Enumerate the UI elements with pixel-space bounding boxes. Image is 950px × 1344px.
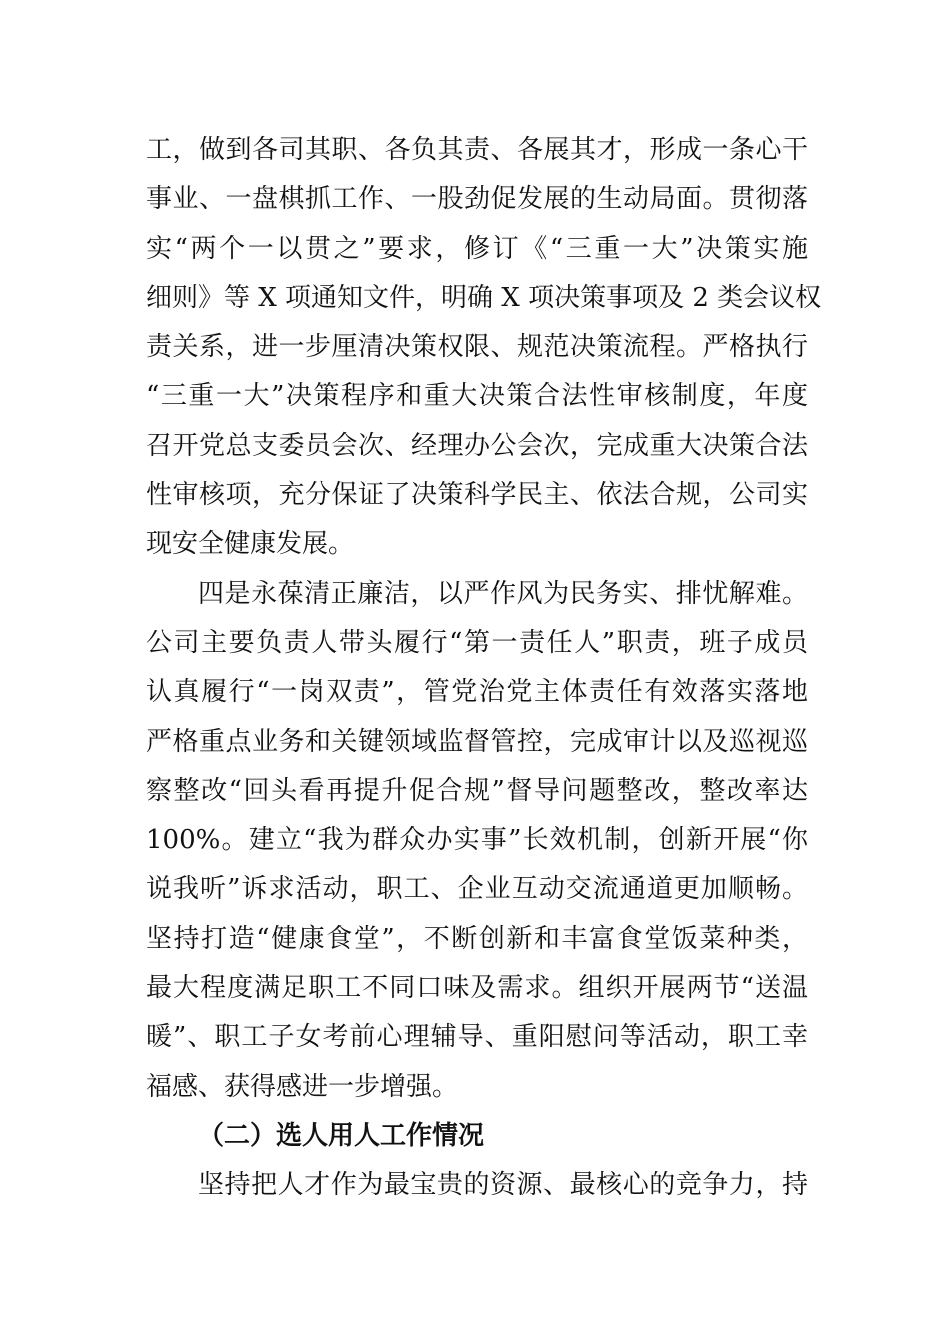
- text-line: 工，做到各司其职、各负其责、各展其才，形成一条心干: [146, 135, 808, 165]
- text-line: 认真履行“一岗双责”，管党治党主体责任有效落实落地: [146, 677, 808, 708]
- paragraph-lead-line: 坚持把人才作为最宝贵的资源、最核心的竞争力，持: [198, 1170, 808, 1201]
- text-line: “三重一大”决策程序和重大决策合法性审核制度，年度: [146, 381, 808, 412]
- paragraph-lead-line: 四是永葆清正廉洁，以严作风为民务实、排忧解难。: [198, 578, 808, 609]
- text-line: 福感、获得感进一步增强。: [146, 1071, 459, 1102]
- text-line: 公司主要负责人带头履行“第一责任人”职责，班子成员: [146, 627, 808, 658]
- text-line: 责关系，进一步厘清决策权限、规范决策流程。严格执行: [146, 332, 808, 363]
- text-line: 100%。建立“我为群众办实事”长效机制，创新开展“你: [146, 825, 808, 856]
- text-line: 性审核项，充分保证了决策科学民主、依法合规，公司实: [146, 480, 808, 511]
- text-line: 坚持打造“健康食堂”，不断创新和丰富食堂饭菜种类，: [146, 923, 808, 954]
- text-line: 严格重点业务和关键领域监督管控，完成审计以及巡视巡: [146, 726, 808, 757]
- text-line: 细则》等 X 项通知文件，明确 X 项决策事项及 2 类会议权: [146, 282, 822, 313]
- section-heading: （二）选人用人工作情况: [198, 1120, 485, 1151]
- text-line: 实“两个一以贯之”要求，修订《“三重一大”决策实施: [146, 233, 808, 264]
- text-line: 召开党总支委员会次、经理办公会次，完成重大决策合法: [146, 430, 808, 461]
- body-text: [146, 126, 822, 1211]
- text-line: 暖”、职工子女考前心理辅导、重阳慰问等活动，职工幸: [146, 1022, 808, 1053]
- text-line: 最大程度满足职工不同口味及需求。组织开展两节“送温: [146, 973, 808, 1004]
- text-line: 事业、一盘棋抓工作、一股劲促发展的生动局面。贯彻落: [146, 184, 808, 215]
- text-line: 现安全健康发展。: [146, 529, 355, 560]
- text-line: 说我听”诉求活动，职工、企业互动交流通道更加顺畅。: [146, 874, 808, 905]
- text-line: 察整改“回头看再提升促合规”督导问题整改，整改率达: [146, 775, 808, 806]
